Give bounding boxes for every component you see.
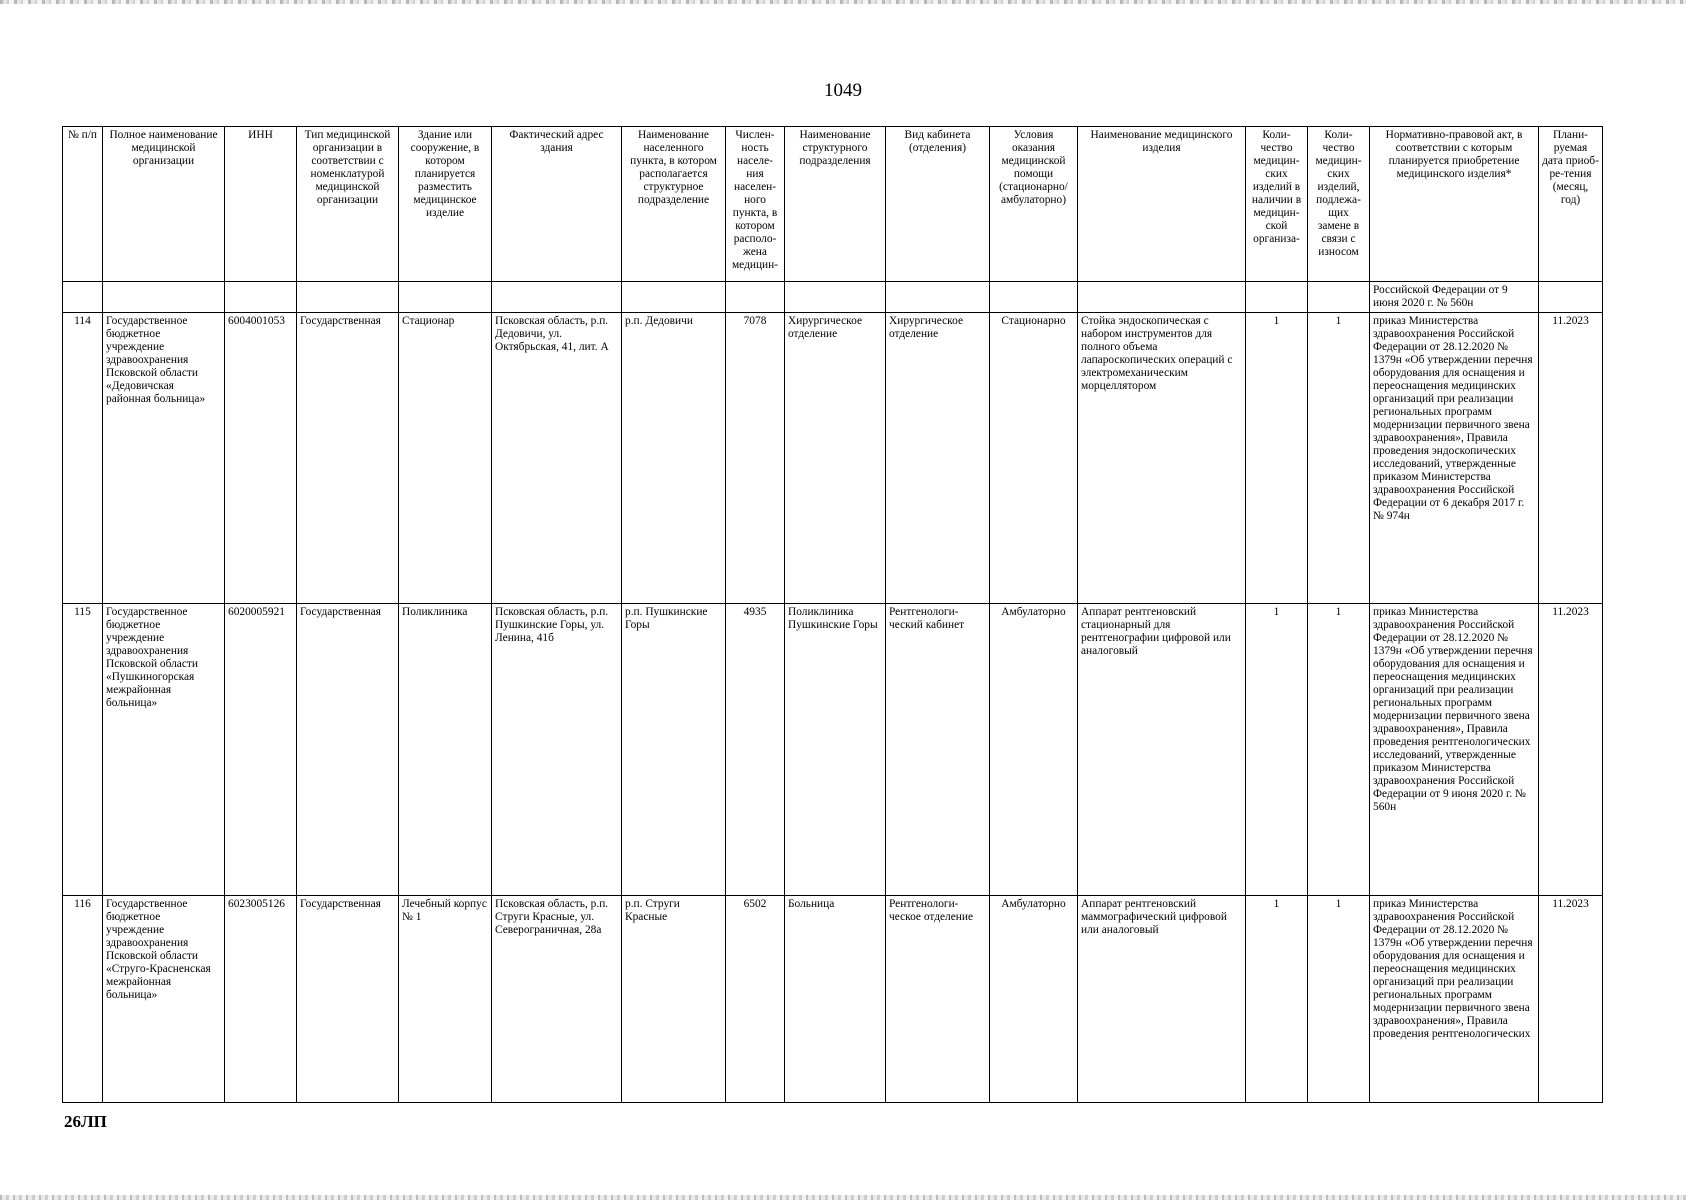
table-row: [63, 313, 1603, 604]
cabinet-type: Рентгенологи-ческое отделение: [886, 896, 990, 1103]
header-cell: Полное наименование медицинской организации: [103, 127, 225, 282]
population: 7078: [726, 313, 785, 604]
scan-edge-bottom: [0, 1195, 1686, 1200]
qty-available: 1: [1246, 313, 1308, 604]
planned-date: 11.2023: [1539, 896, 1603, 1103]
inn: 6004001053: [225, 313, 297, 604]
locality: р.п. Пушкинские Горы: [622, 604, 726, 896]
header-cell: Числен-ность населе-ния населен-ного пункта, в котором располо-жена медицин-: [726, 127, 785, 282]
header-cell: Фактический адрес здания: [492, 127, 622, 282]
building: Стационар: [399, 313, 492, 604]
structural-unit: Поликлиника Пушкинские Горы: [785, 604, 886, 896]
org-type: Государственная: [297, 896, 399, 1103]
address: Псковская область, р.п. Струги Красные, ул. Северограничная, 28а: [492, 896, 622, 1103]
header-cell: Наименование структурного подразделения: [785, 127, 886, 282]
row-number: 114: [63, 313, 103, 604]
qty-to-replace: 1: [1308, 604, 1370, 896]
population: 4935: [726, 604, 785, 896]
header-cell: Коли-чество медицин-ских изделий в наличии в медицин-ской организа-: [1246, 127, 1308, 282]
header-cell: № п/п: [63, 127, 103, 282]
qty-available: 1: [1246, 604, 1308, 896]
row-number: 116: [63, 896, 103, 1103]
legal-act: приказ Министерства здравоохранения Российской Федерации от 28.12.2020 № 1379н «Об утверждении перечня оборудования для оснащения и переоснащения медицинских организаций при реализации региональных программ модернизации первичного звена здравоохранения», Правила проведения рентгенологических: [1370, 896, 1539, 1103]
header-cell: Коли-чество медицин-ских изделий, подлежа-щих замене в связи с износом: [1308, 127, 1370, 282]
continuation-act-text: Российской Федерации от 9 июня 2020 г. № 560н: [1370, 282, 1539, 313]
cabinet-type: Рентгенологи-ческий кабинет: [886, 604, 990, 896]
table-header-row: [63, 127, 1603, 282]
row-number: 115: [63, 604, 103, 896]
address: Псковская область, р.п. Пушкинские Горы, ул. Ленина, 41б: [492, 604, 622, 896]
legal-act: приказ Министерства здравоохранения Российской Федерации от 28.12.2020 № 1379н «Об утверждении перечня оборудования для оснащения и переоснащения медицинских организаций при реализации региональных программ модернизации первичного звена здравоохранения», Правила проведения рентгенологических исследований, утвержденные приказом Министерства здравоохранения Российской Федерации от 9 июня 2020 г. № 560н: [1370, 604, 1539, 896]
legal-act: приказ Министерства здравоохранения Российской Федерации от 28.12.2020 № 1379н «Об утверждении перечня оборудования для оснащения и переоснащения медицинских организаций при реализации региональных программ модернизации первичного звена здравоохранения», Правила проведения эндоскопических исследований, утвержденные приказом Министерства здравоохранения Российской Федерации от 6 декабря 2017 г. № 974н: [1370, 313, 1539, 604]
header-cell: Вид кабинета (отделения): [886, 127, 990, 282]
locality: р.п. Дедовичи: [622, 313, 726, 604]
header-cell: Условия оказания медицинской помощи (стационарно/ амбулаторно): [990, 127, 1078, 282]
locality: р.п. Струги Красные: [622, 896, 726, 1103]
inn: 6023005126: [225, 896, 297, 1103]
header-cell: Нормативно-правовой акт, в соответствии с которым планируется приобретение медицинского изделия*: [1370, 127, 1539, 282]
org-name: Государственное бюджетное учреждение здравоохранения Псковской области «Дедовичская районная больница»: [103, 313, 225, 604]
table-row: [63, 896, 1603, 1103]
header-cell: Наименование населенного пункта, в котором располагается структурное подразделение: [622, 127, 726, 282]
org-name: Государственное бюджетное учреждение здравоохранения Псковской области «Струго-Красненская межрайонная больница»: [103, 896, 225, 1103]
structural-unit: Хирургическое отделение: [785, 313, 886, 604]
continuation-row: [63, 282, 1603, 313]
header-cell: Наименование медицинского изделия: [1078, 127, 1246, 282]
qty-to-replace: 1: [1308, 896, 1370, 1103]
structural-unit: Больница: [785, 896, 886, 1103]
address: Псковская область, р.п. Дедовичи, ул. Октябрьская, 41, лит. А: [492, 313, 622, 604]
header-cell: Плани-руемая дата приоб-ре-тения (месяц, год): [1539, 127, 1603, 282]
device-name: Аппарат рентгеновский маммографический цифровой или аналоговый: [1078, 896, 1246, 1103]
header-cell: ИНН: [225, 127, 297, 282]
planned-date: 11.2023: [1539, 313, 1603, 604]
equipment-table: [62, 126, 1603, 1103]
header-cell: Тип медицинской организации в соответствии с номенклатурой медицинской организации: [297, 127, 399, 282]
cabinet-type: Хирургическое отделение: [886, 313, 990, 604]
table-row: [63, 604, 1603, 896]
qty-to-replace: 1: [1308, 313, 1370, 604]
org-type: Государственная: [297, 313, 399, 604]
inn: 6020005921: [225, 604, 297, 896]
org-name: Государственное бюджетное учреждение здравоохранения Псковской области «Пушкиногорская межрайонная больница»: [103, 604, 225, 896]
org-type: Государственная: [297, 604, 399, 896]
scan-edge-top: [0, 0, 1686, 4]
device-name: Стойка эндоскопическая с набором инструментов для полного объема лапароскопических операций с электромеханическим морцеллятором: [1078, 313, 1246, 604]
header-cell: Здание или сооружение, в котором планируется разместить медицинское изделие: [399, 127, 492, 282]
building: Поликлиника: [399, 604, 492, 896]
population: 6502: [726, 896, 785, 1103]
qty-available: 1: [1246, 896, 1308, 1103]
page-number: 1049: [824, 80, 862, 101]
device-name: Аппарат рентгеновский стационарный для рентгенографии цифровой или аналоговый: [1078, 604, 1246, 896]
building: Лечебный корпус № 1: [399, 896, 492, 1103]
care-conditions: Амбулаторно: [990, 604, 1078, 896]
care-conditions: Стационарно: [990, 313, 1078, 604]
planned-date: 11.2023: [1539, 604, 1603, 896]
document-code: 26ЛП: [64, 1112, 107, 1131]
care-conditions: Амбулаторно: [990, 896, 1078, 1103]
